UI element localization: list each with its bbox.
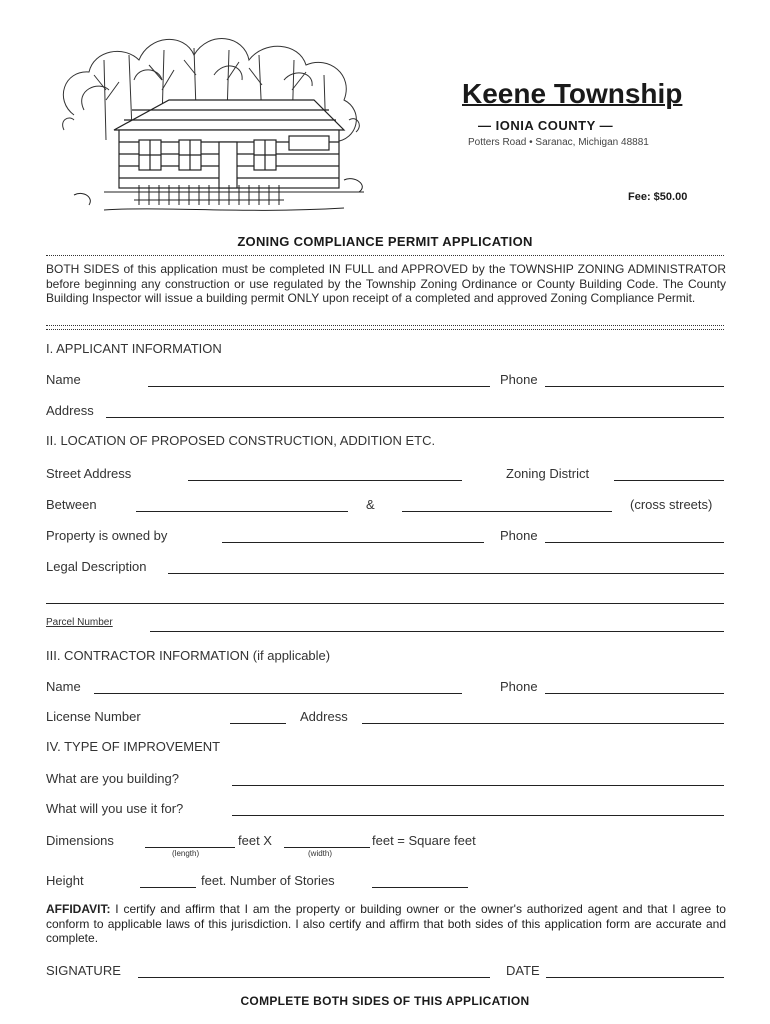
- license-number-field[interactable]: [230, 723, 286, 724]
- intro-text: BOTH SIDES of this application must be completed IN FULL and APPROVED by the TOWNSHIP ZONING ADMINISTRATOR before beginning any construction or use regulated by the Township Zoning Ordinance or County Building Code. The County Building Inspector will issue a building permit ONLY upon receipt of a completed and approved Zoning Compliance Permit.: [46, 262, 726, 305]
- legal-description-field-2[interactable]: [46, 603, 724, 604]
- legal-description-label: Legal Description: [46, 559, 147, 574]
- applicant-address-field[interactable]: [106, 417, 724, 418]
- affidavit-text: [46, 902, 726, 946]
- street-address-field[interactable]: [188, 480, 462, 481]
- what-building-label: What are you building?: [46, 771, 179, 786]
- height-field[interactable]: [140, 887, 196, 888]
- length-note: (length): [172, 849, 200, 858]
- legal-description-field[interactable]: [168, 573, 724, 574]
- owner-phone-label: Phone: [500, 528, 538, 543]
- license-number-label: License Number: [46, 709, 141, 724]
- cross-street-2-field[interactable]: [402, 511, 612, 512]
- stories-label: feet. Number of Stories: [201, 873, 335, 888]
- between-label: Between: [46, 497, 97, 512]
- contractor-address-field[interactable]: [362, 723, 724, 724]
- divider: [46, 255, 724, 256]
- county-name: — IONIA COUNTY —: [478, 118, 614, 133]
- length-field[interactable]: [145, 847, 235, 848]
- dimensions-label: Dimensions: [46, 833, 114, 848]
- contractor-address-label: Address: [300, 709, 348, 724]
- zoning-district-field[interactable]: [614, 480, 724, 481]
- affidavit-label: AFFIDAVIT:: [46, 902, 111, 916]
- feet-x-label: feet X: [238, 833, 272, 848]
- stories-field[interactable]: [372, 887, 468, 888]
- parcel-number-field[interactable]: [150, 631, 724, 632]
- township-title: Keene Township: [462, 78, 683, 109]
- cross-street-1-field[interactable]: [136, 511, 348, 512]
- cross-streets-note: (cross streets): [630, 497, 713, 512]
- contractor-name-field[interactable]: [94, 693, 462, 694]
- applicant-address-label: Address: [46, 403, 94, 418]
- contractor-phone-label: Phone: [500, 679, 538, 694]
- contractor-phone-field[interactable]: [545, 693, 724, 694]
- width-field[interactable]: [284, 847, 370, 848]
- fee-amount: Fee: $50.00: [628, 191, 688, 203]
- divider: [46, 325, 724, 326]
- section-contractor-heading: III. CONTRACTOR INFORMATION (if applicable): [46, 648, 331, 663]
- contractor-name-label: Name: [46, 679, 81, 694]
- footer-note: COMPLETE BOTH SIDES OF THIS APPLICATION: [240, 994, 530, 1008]
- parcel-number-label: Parcel Number: [46, 617, 113, 628]
- applicant-phone-field[interactable]: [545, 386, 724, 387]
- township-hall-illustration: [44, 20, 394, 225]
- owner-phone-field[interactable]: [545, 542, 724, 543]
- intended-use-field[interactable]: [232, 815, 724, 816]
- street-address-label: Street Address: [46, 466, 132, 481]
- signature-field[interactable]: [138, 977, 490, 978]
- height-label: Height: [46, 873, 84, 888]
- applicant-name-label: Name: [46, 372, 81, 387]
- property-owner-field[interactable]: [222, 542, 484, 543]
- square-feet-label: feet = Square feet: [372, 833, 476, 848]
- divider: [46, 329, 724, 330]
- section-location-heading: II. LOCATION OF PROPOSED CONSTRUCTION, ADDITION ETC.: [46, 433, 436, 448]
- what-building-field[interactable]: [232, 785, 724, 786]
- form-title: ZONING COMPLIANCE PERMIT APPLICATION: [237, 234, 533, 249]
- township-address: Potters Road • Saranac, Michigan 48881: [468, 137, 649, 148]
- applicant-phone-label: Phone: [500, 372, 538, 387]
- ampersand: &: [366, 497, 375, 512]
- property-owner-label: Property is owned by: [46, 528, 168, 543]
- section-improvement-heading: IV. TYPE OF IMPROVEMENT: [46, 739, 221, 754]
- section-applicant-heading: I. APPLICANT INFORMATION: [46, 341, 222, 356]
- width-note: (width): [308, 849, 333, 858]
- signature-label: SIGNATURE: [46, 963, 121, 978]
- date-field[interactable]: [546, 977, 724, 978]
- zoning-district-label: Zoning District: [506, 466, 590, 481]
- date-label: DATE: [506, 963, 540, 978]
- affidavit-body: I certify and affirm that I am the property or building owner or the owner's authorized agent and that I agree to conform to applicable laws of this jurisdiction. I also certify and affirm that both sides of this application form are accurate and complete.: [46, 902, 726, 945]
- intended-use-label: What will you use it for?: [46, 801, 184, 816]
- applicant-name-field[interactable]: [148, 386, 490, 387]
